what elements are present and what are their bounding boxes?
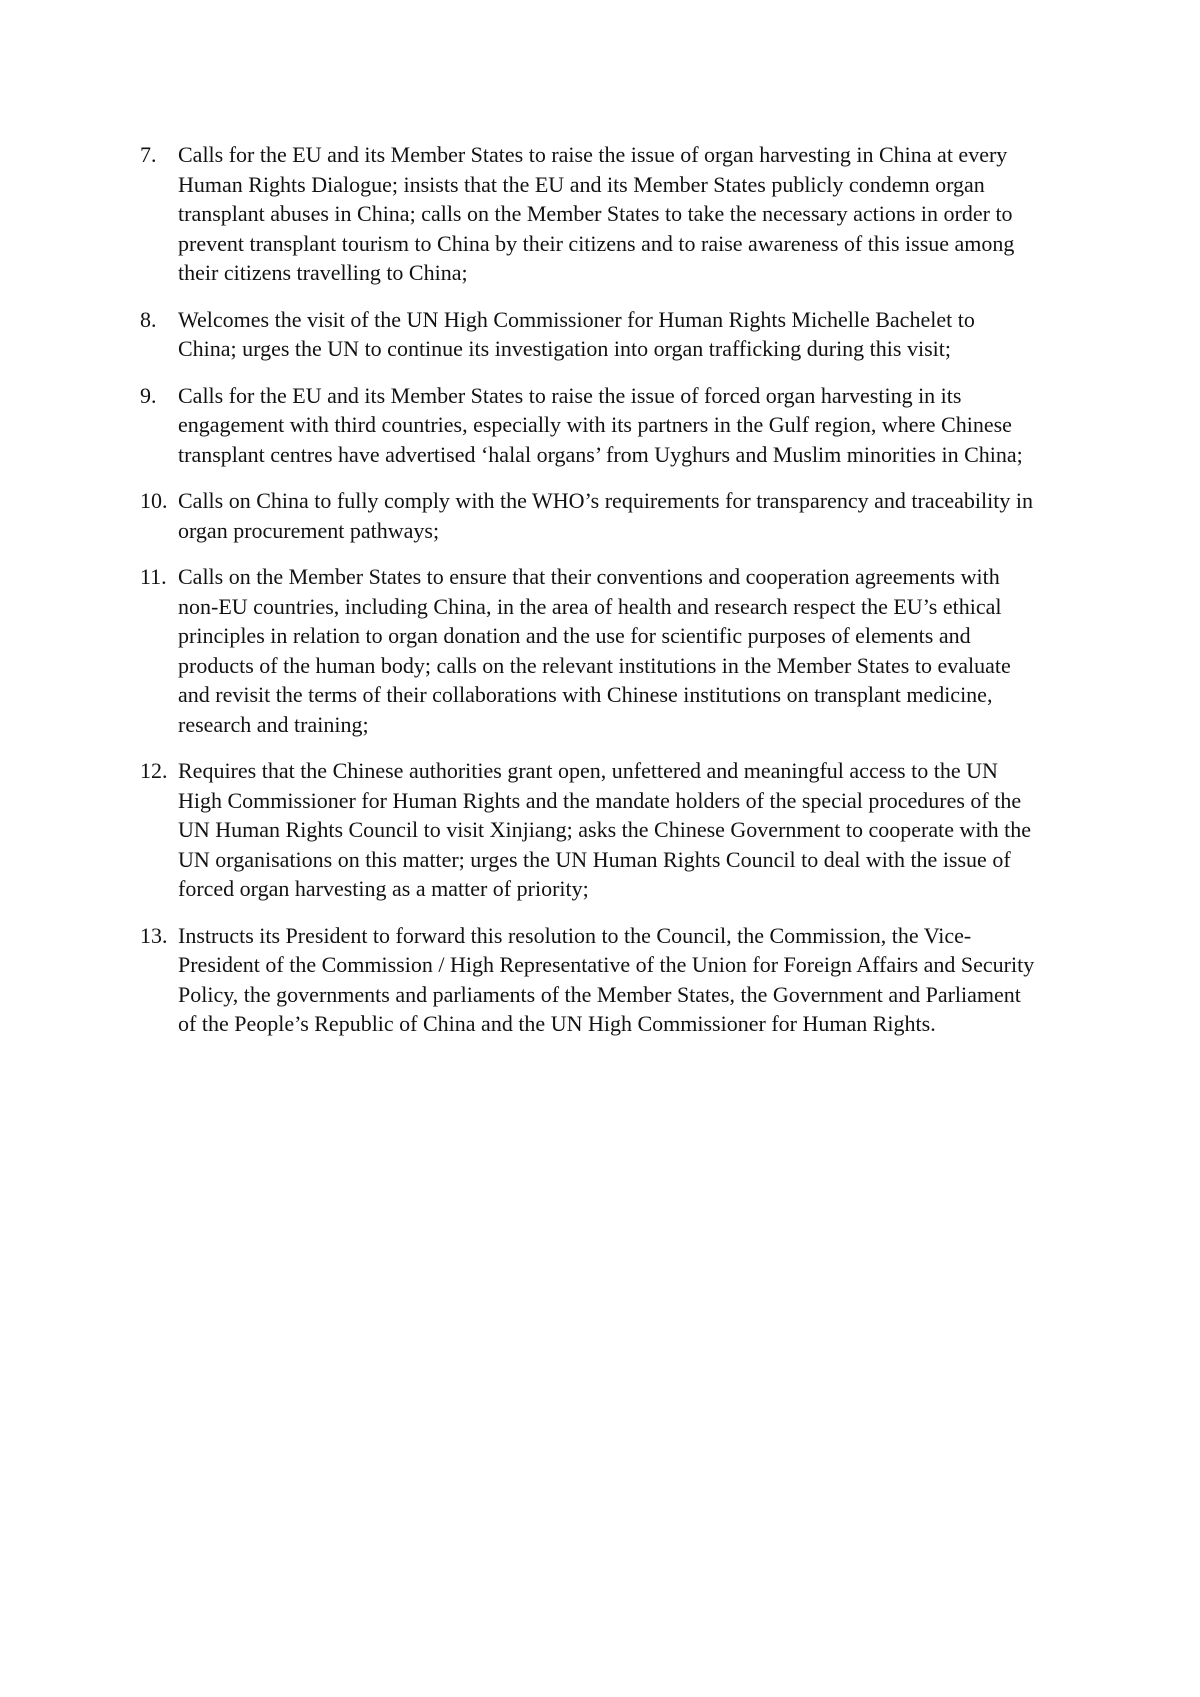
paragraph-text: Welcomes the visit of the UN High Commissioner for Human Rights Michelle Bachelet to China; urges the UN to continue its investigation into organ trafficking during this visit;	[178, 306, 975, 361]
paragraph-number: 13.	[140, 922, 168, 948]
paragraph-text: Calls for the EU and its Member States to raise the issue of organ harvesting in China at every Human Rights Dialogue; insists that the EU and its Member States publicly condemn organ transplant abuses in China; calls on the Member States to take the necessary actions in order to prevent transplant tourism to China by their citizens and to raise awareness of this issue among their citizens travelling to China;	[178, 142, 1015, 285]
resolution-paragraph-list	[140, 140, 1040, 1056]
resolution-paragraph	[140, 486, 1040, 545]
paragraph-number: 10.	[140, 488, 168, 513]
paragraph-text: Calls on China to fully comply with the WHO’s requirements for transparency and traceability in organ procurement pathways;	[178, 488, 1033, 543]
resolution-paragraph	[140, 381, 1040, 470]
paragraph-text: Calls on the Member States to ensure that their conventions and cooperation agreements with non-EU countries, including China, in the area of health and research respect the EU’s ethical principles in relation to organ donation and the use for scientific purposes of elements and products of the human body; calls on the relevant institutions in the Member States to evaluate and revisit the terms of their collaborations with Chinese institutions on transplant medicine, research and training;	[178, 564, 1011, 737]
paragraph-number: 7.	[140, 142, 157, 167]
paragraph-number: 12.	[140, 758, 168, 783]
resolution-paragraph	[140, 562, 1040, 739]
resolution-paragraph	[140, 305, 1040, 364]
resolution-paragraph	[140, 140, 1040, 288]
resolution-paragraph	[140, 756, 1040, 904]
paragraph-number: 8.	[140, 306, 157, 332]
paragraph-text: Instructs its President to forward this resolution to the Council, the Commission, the Vice-President of the Commission / High Representative of the Union for Foreign Affairs and Security Policy, the governments and parliaments of the Member States, the Government and Parliament of the People’s Republic of China and the UN High Commissioner for Human Rights.	[178, 922, 1035, 1036]
paragraph-text: Calls for the EU and its Member States to raise the issue of forced organ harvesting in its engagement with third countries, especially with its partners in the Gulf region, where Chinese transplant centres have advertised ‘halal organs’ from Uyghurs and Muslim minorities in China;	[178, 382, 1023, 467]
resolution-paragraph	[140, 921, 1040, 1039]
paragraph-number: 11.	[140, 564, 167, 589]
paragraph-text: Requires that the Chinese authorities grant open, unfettered and meaningful access to the UN High Commissioner for Human Rights and the mandate holders of the special procedures of the UN Human Rights Council to visit Xinjiang; asks the Chinese Government to cooperate with the UN organisations on this matter; urges the UN Human Rights Council to deal with the issue of forced organ harvesting as a matter of priority;	[178, 758, 1031, 901]
paragraph-number: 9.	[140, 382, 157, 408]
